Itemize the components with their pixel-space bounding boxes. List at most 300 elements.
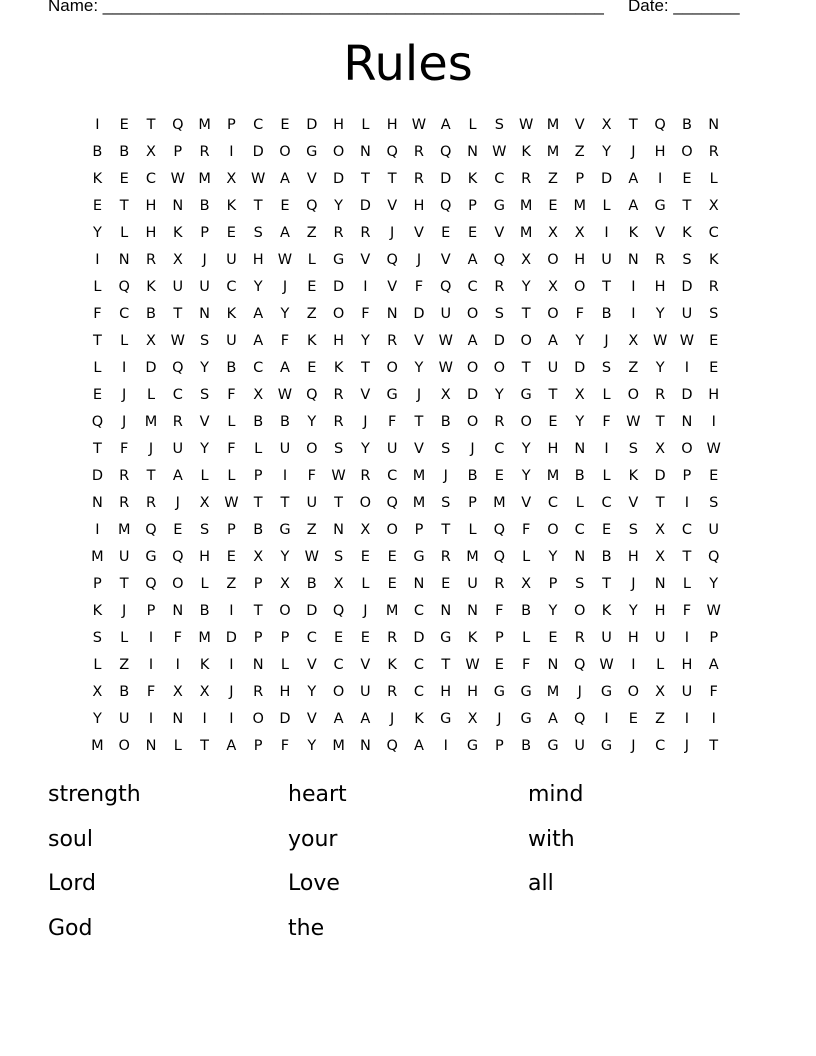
grid-letter: R [145,252,157,268]
word-list-item: mind [528,782,584,807]
grid-letter: J [631,144,636,160]
grid-letter: D [332,171,345,187]
grid-letter: L [120,630,129,646]
grid-letter: X [574,225,585,241]
grid-letter: O [627,684,640,700]
grid-letter: J [363,414,368,430]
grid-letter: V [387,279,398,295]
grid-row [84,274,727,301]
grid-letter: R [119,495,130,511]
grid-letter: O [520,333,532,349]
grid-letter: U [360,684,371,700]
grid-letter: Y [92,711,102,727]
grid-letter: T [602,576,611,592]
grid-letter: V [360,252,371,268]
grid-letter: Y [360,333,370,349]
grid-letter: Q [708,549,720,565]
grid-letter: I [122,360,127,376]
grid-letter: S [709,306,719,322]
grid-letter: Q [440,198,452,214]
grid-letter: N [199,306,211,322]
grid-letter: N [681,414,693,430]
grid-letter: X [547,225,558,241]
grid-letter: X [655,441,666,457]
grid-letter: A [226,738,237,754]
grid-letter: P [682,468,692,484]
grid-row [84,220,727,247]
grid-letter: A [280,171,290,187]
grid-letter: B [521,738,532,754]
grid-letter: B [440,414,451,430]
grid-letter: A [360,711,371,727]
grid-letter: S [575,576,585,592]
grid-letter: Y [602,144,611,160]
grid-letter: R [494,414,505,430]
grid-letter: F [602,414,611,430]
grid-letter: C [145,171,157,187]
grid-letter: U [306,495,318,511]
grid-letter: J [470,441,475,457]
grid-letter: B [253,522,264,538]
grid-letter: L [656,657,665,673]
grid-letter: B [199,603,210,619]
grid-letter: S [333,441,344,457]
word-list-item: with [528,826,575,852]
grid-letter: E [280,117,290,133]
grid-letter: S [628,522,638,538]
grid-letter: Y [548,603,558,619]
grid-letter: Q [440,279,452,295]
grid-letter: H [627,549,639,565]
grid-row [84,382,727,409]
grid-letter: B [146,306,156,322]
grid-letter: V [494,225,505,241]
word-list-item: the [288,915,325,941]
grid-letter: Y [521,279,531,295]
grid-letter: Q [145,522,157,538]
grid-letter: Q [574,711,586,727]
grid-letter: X [333,576,344,592]
grid-letter: M [198,117,211,133]
grid-letter: F [280,333,290,349]
grid-letter: E [709,468,719,484]
grid-letter: T [119,576,129,592]
grid-letter: A [280,225,290,241]
grid-letter: K [307,333,317,349]
grid-letter: P [280,630,290,646]
grid-letter: T [628,117,638,133]
grid-letter: J [631,576,636,592]
grid-letter: K [467,630,478,646]
grid-letter: U [654,630,666,646]
grid-letter: T [92,441,102,457]
grid-letter: V [414,333,424,349]
grid-letter: O [386,360,398,376]
grid-row [84,301,727,328]
grid-letter: P [709,630,719,646]
header-fields [48,0,748,20]
grid-letter: D [654,468,666,484]
grid-letter: C [387,468,398,484]
grid-letter: D [600,171,613,187]
grid-letter: Q [145,576,157,592]
grid-letter: T [280,495,290,511]
grid-letter: H [333,117,345,133]
grid-letter: P [173,144,183,160]
letter-grid [84,112,727,760]
grid-letter: W [706,603,721,619]
word-list-item: strength [48,782,141,807]
grid-letter: M [198,171,211,187]
grid-letter: V [306,711,317,727]
grid-letter: I [175,657,180,673]
grid-letter: I [684,630,690,646]
grid-letter: Q [493,252,506,268]
grid-letter: Y [360,441,370,457]
grid-letter: H [654,144,666,160]
grid-letter: K [173,225,183,241]
grid-letter: U [601,252,612,268]
grid-letter: Y [280,549,290,565]
grid-letter: F [682,603,692,619]
grid-letter: O [574,279,586,295]
grid-letter: X [708,198,719,214]
grid-letter: E [119,117,129,133]
grid-letter: I [631,306,636,322]
grid-letter: I [604,711,609,727]
grid-letter: L [93,657,102,673]
grid-letter: Z [306,225,317,241]
grid-letter: S [682,252,692,268]
grid-letter: E [387,549,397,565]
grid-letter: I [229,711,234,727]
grid-letter: H [654,279,666,295]
grid-letter: Q [386,495,398,511]
grid-letter: L [575,495,584,511]
grid-letter: Z [306,306,317,322]
grid-letter: U [172,279,184,295]
grid-letter: T [92,333,102,349]
grid-letter: Y [709,576,719,592]
grid-letter: Q [332,603,345,619]
grid-letter: P [253,630,263,646]
grid-letter: Y [414,360,424,376]
grid-letter: O [332,684,345,700]
grid-letter: Q [386,738,398,754]
grid-letter: E [333,630,344,646]
grid-letter: O [279,144,291,160]
grid-letter: E [628,711,638,727]
grid-letter: W [277,252,293,268]
grid-letter: Y [307,738,317,754]
grid-letter: W [652,333,668,349]
grid-letter: M [332,738,345,754]
grid-letter: D [252,144,264,160]
grid-letter: B [601,306,612,322]
grid-letter: X [601,117,612,133]
grid-letter: S [333,549,344,565]
word-list [48,777,768,955]
grid-letter: M [412,468,426,484]
grid-letter: O [547,522,559,538]
grid-letter: C [306,630,317,646]
grid-letter: N [118,252,130,268]
grid-letter: V [387,198,398,214]
grid-letter: N [172,603,184,619]
grid-letter: P [494,738,504,754]
grid-letter: O [627,387,640,403]
grid-letter: L [200,576,209,592]
word-list-item: Lord [48,871,96,896]
grid-letter: I [604,441,609,457]
grid-letter: D [413,306,425,322]
grid-letter: G [306,144,318,160]
grid-letter: V [360,387,371,403]
grid-letter: S [199,522,210,538]
grid-letter: U [172,441,184,457]
grid-letter: T [360,171,370,187]
grid-letter: H [386,117,398,133]
grid-letter: X [574,387,585,403]
grid-letter: D [440,171,452,187]
grid-letter: K [628,468,639,484]
grid-letter: F [280,738,290,754]
grid-letter: R [199,144,210,160]
grid-letter: R [413,171,424,187]
grid-row [84,679,727,706]
grid-letter: F [146,684,156,700]
grid-letter: S [441,441,451,457]
grid-letter: X [92,684,103,700]
grid-letter: E [360,549,370,565]
grid-letter: T [655,495,665,511]
grid-letter: T [709,738,719,754]
grid-letter: X [547,279,558,295]
grid-letter: X [655,549,666,565]
grid-letter: V [199,414,210,430]
grid-letter: W [170,333,185,349]
grid-letter: Y [200,360,210,376]
grid-letter: F [307,468,316,484]
grid-letter: B [226,360,237,376]
grid-letter: V [360,657,371,673]
grid-letter: K [628,225,639,241]
grid-letter: I [148,657,154,673]
grid-letter: J [122,387,127,403]
grid-letter: M [493,495,506,511]
grid-letter: K [414,711,424,727]
grid-letter: K [387,657,397,673]
grid-letter: U [118,711,130,727]
grid-row [84,571,727,598]
grid-letter: C [574,522,585,538]
grid-letter: N [386,306,398,322]
grid-letter: J [122,414,127,430]
grid-letter: K [333,360,344,376]
grid-letter: W [411,117,427,133]
grid-letter: I [95,522,100,538]
grid-letter: R [655,387,666,403]
grid-letter: C [494,171,505,187]
grid-letter: S [441,495,451,511]
grid-letter: Q [493,522,506,538]
grid-letter: Z [574,144,585,160]
grid-letter: Y [521,441,531,457]
grid-letter: L [522,630,531,646]
grid-letter: W [626,414,641,430]
grid-letter: L [361,576,370,592]
grid-letter: E [360,630,370,646]
grid-letter: E [709,333,719,349]
grid-letter: O [493,360,506,376]
grid-letter: D [306,603,318,619]
grid-letter: Q [172,117,184,133]
grid-letter: A [628,171,639,187]
grid-row [84,328,727,355]
grid-letter: H [574,252,586,268]
word-list-item: heart [288,782,347,807]
grid-letter: T [200,738,210,754]
grid-letter: Y [280,306,290,322]
grid-letter: M [546,468,560,484]
grid-letter: K [226,198,237,214]
grid-letter: E [441,576,451,592]
grid-letter: T [253,495,263,511]
grid-letter: W [438,333,453,349]
grid-letter: Q [306,387,318,403]
grid-letter: B [199,198,210,214]
grid-letter: J [122,603,127,619]
grid-letter: U [601,630,612,646]
grid-letter: X [146,144,156,160]
grid-letter: O [118,738,130,754]
grid-letter: O [547,252,559,268]
grid-letter: L [146,387,156,403]
grid-letter: G [520,387,532,403]
grid-letter: L [120,225,129,241]
grid-letter: O [332,144,345,160]
grid-letter: V [521,495,532,511]
grid-letter: X [172,684,183,700]
grid-letter: Y [494,387,504,403]
grid-letter: F [227,441,236,457]
grid-letter: T [360,360,370,376]
grid-letter: F [120,441,129,457]
grid-letter: V [440,252,451,268]
grid-letter: E [226,225,236,241]
grid-letter: I [684,360,690,376]
grid-letter: P [494,630,504,646]
grid-letter: U [226,252,237,268]
grid-letter: J [416,387,422,403]
grid-letter: W [251,171,266,187]
grid-letter: C [494,441,505,457]
grid-letter: I [282,468,288,484]
grid-letter: N [574,441,586,457]
grid-letter: H [440,684,452,700]
grid-letter: J [631,738,636,754]
grid-letter: F [227,387,236,403]
grid-letter: S [199,387,210,403]
grid-letter: M [466,549,479,565]
grid-letter: E [548,414,558,430]
grid-letter: L [468,522,477,538]
grid-letter: R [574,630,585,646]
grid-letter: C [333,657,344,673]
grid-letter: Y [307,414,317,430]
grid-letter: M [519,225,533,241]
grid-letter: H [467,684,478,700]
grid-letter: M [385,603,399,619]
grid-letter: D [145,360,157,376]
grid-letter: R [119,468,130,484]
grid-letter: J [497,711,502,727]
grid-letter: T [521,306,531,322]
grid-letter: O [466,414,479,430]
grid-letter: F [387,414,397,430]
grid-letter: T [146,468,156,484]
word-list-item: your [288,826,338,852]
grid-letter: W [599,657,614,673]
grid-letter: K [521,144,531,160]
grid-letter: C [467,279,478,295]
grid-letter: S [199,333,210,349]
grid-letter: A [440,117,451,133]
grid-letter: H [681,657,693,673]
grid-letter: P [468,495,477,511]
grid-letter: R [440,549,451,565]
grid-letter: E [709,360,719,376]
grid-letter: H [279,684,291,700]
grid-letter: D [279,711,291,727]
grid-letter: I [631,279,636,295]
grid-letter: V [655,225,666,241]
grid-letter: G [440,711,452,727]
grid-row [84,517,727,544]
grid-letter: C [547,495,558,511]
grid-letter: E [548,198,558,214]
grid-letter: Y [655,360,665,376]
grid-letter: U [386,441,398,457]
grid-letter: D [413,630,425,646]
grid-letter: Z [628,360,639,376]
grid-letter: Z [655,711,666,727]
grid-letter: M [91,738,104,754]
grid-letter: P [253,576,263,592]
grid-letter: G [145,549,157,565]
grid-letter: K [92,171,103,187]
grid-letter: J [282,279,288,295]
grid-letter: V [574,117,585,133]
grid-letter: G [386,387,398,403]
grid-letter: C [681,522,692,538]
grid-letter: P [548,576,558,592]
grid-letter: Y [253,279,263,295]
grid-letter: S [494,306,504,322]
grid-letter: J [684,738,690,754]
grid-letter: X [226,171,237,187]
grid-letter: O [172,576,184,592]
grid-letter: N [91,495,103,511]
grid-letter: L [93,360,102,376]
grid-letter: B [467,468,478,484]
grid-letter: I [148,711,154,727]
grid-letter: S [92,630,102,646]
grid-letter: B [119,684,130,700]
grid-letter: K [708,252,719,268]
grid-letter: W [331,468,346,484]
grid-letter: E [494,657,504,673]
